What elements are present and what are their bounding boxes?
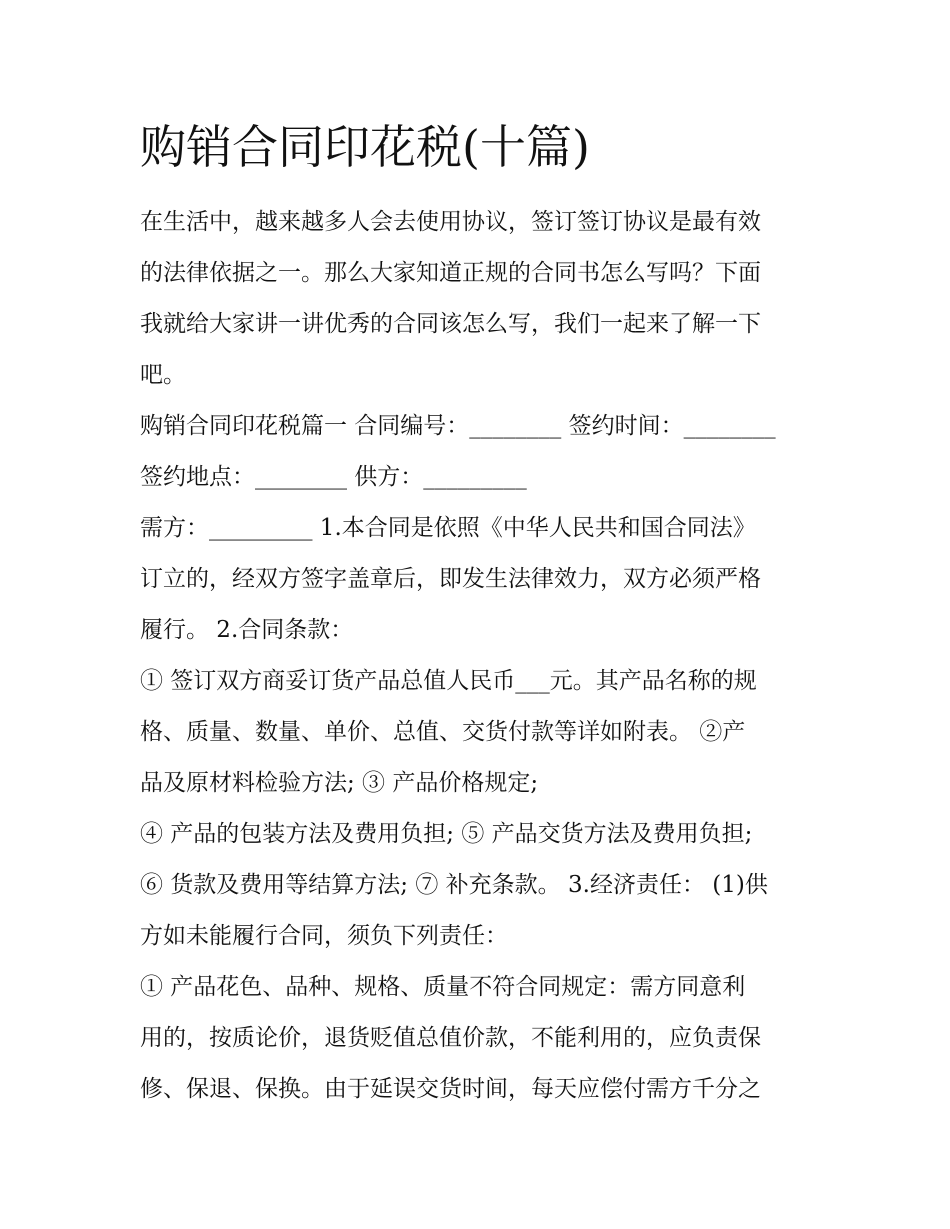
body-line-3: 我就给大家讲一讲优秀的合同该怎么写，我们一起来了解一下 (140, 311, 761, 337)
body-line-12: 品及原材料检验方法; ③ 产品价格规定; (140, 770, 539, 796)
body-line-10: ① 签订双方商妥订货产品总值人民币___元。其产品名称的规 (140, 668, 757, 694)
body-line-1: 在生活中，越来越多人会去使用协议，签订签订协议是最有效 (140, 209, 761, 235)
body-line-9: 履行。 2.合同条款： (140, 617, 354, 643)
body-line-4: 吧。 (140, 362, 186, 388)
body-line-2: 的法律依据之一。那么大家知道正规的合同书怎么写吗？下面 (140, 260, 761, 286)
body-line-7: 需方：_________ 1.本合同是依照《中华人民共和国合同法》 (140, 515, 756, 541)
body-line-16: ① 产品花色、品种、规格、质量不符合同规定：需方同意利 (140, 974, 746, 1000)
body-line-14: ⑥ 货款及费用等结算方法; ⑦ 补充条款。 3.经济责任： (1)供 (140, 872, 768, 898)
body-line-8: 订立的，经双方签字盖章后，即发生法律效力，双方必须严格 (140, 566, 761, 592)
body-line-17: 用的，按质论价，退货贬值总值价款，不能利用的，应负责保 (140, 1025, 761, 1051)
body-line-18: 修、保退、保换。由于延误交货时间，每天应偿付需方千分之 (140, 1076, 761, 1102)
body-line-15: 方如未能履行合同，须负下列责任： (140, 923, 508, 949)
body-line-13: ④ 产品的包装方法及费用负担; ⑤ 产品交货方法及费用负担; (140, 821, 753, 847)
document-title: 购销合同印花税(十篇) (140, 120, 590, 174)
body-line-5: 购销合同印花税篇一 合同编号：________ 签约时间：________ (140, 413, 776, 439)
body-line-11: 格、质量、数量、单价、总值、交货付款等详如附表。 ②产 (140, 719, 746, 745)
body-line-6: 签约地点：________ 供方：_________ (140, 464, 527, 490)
